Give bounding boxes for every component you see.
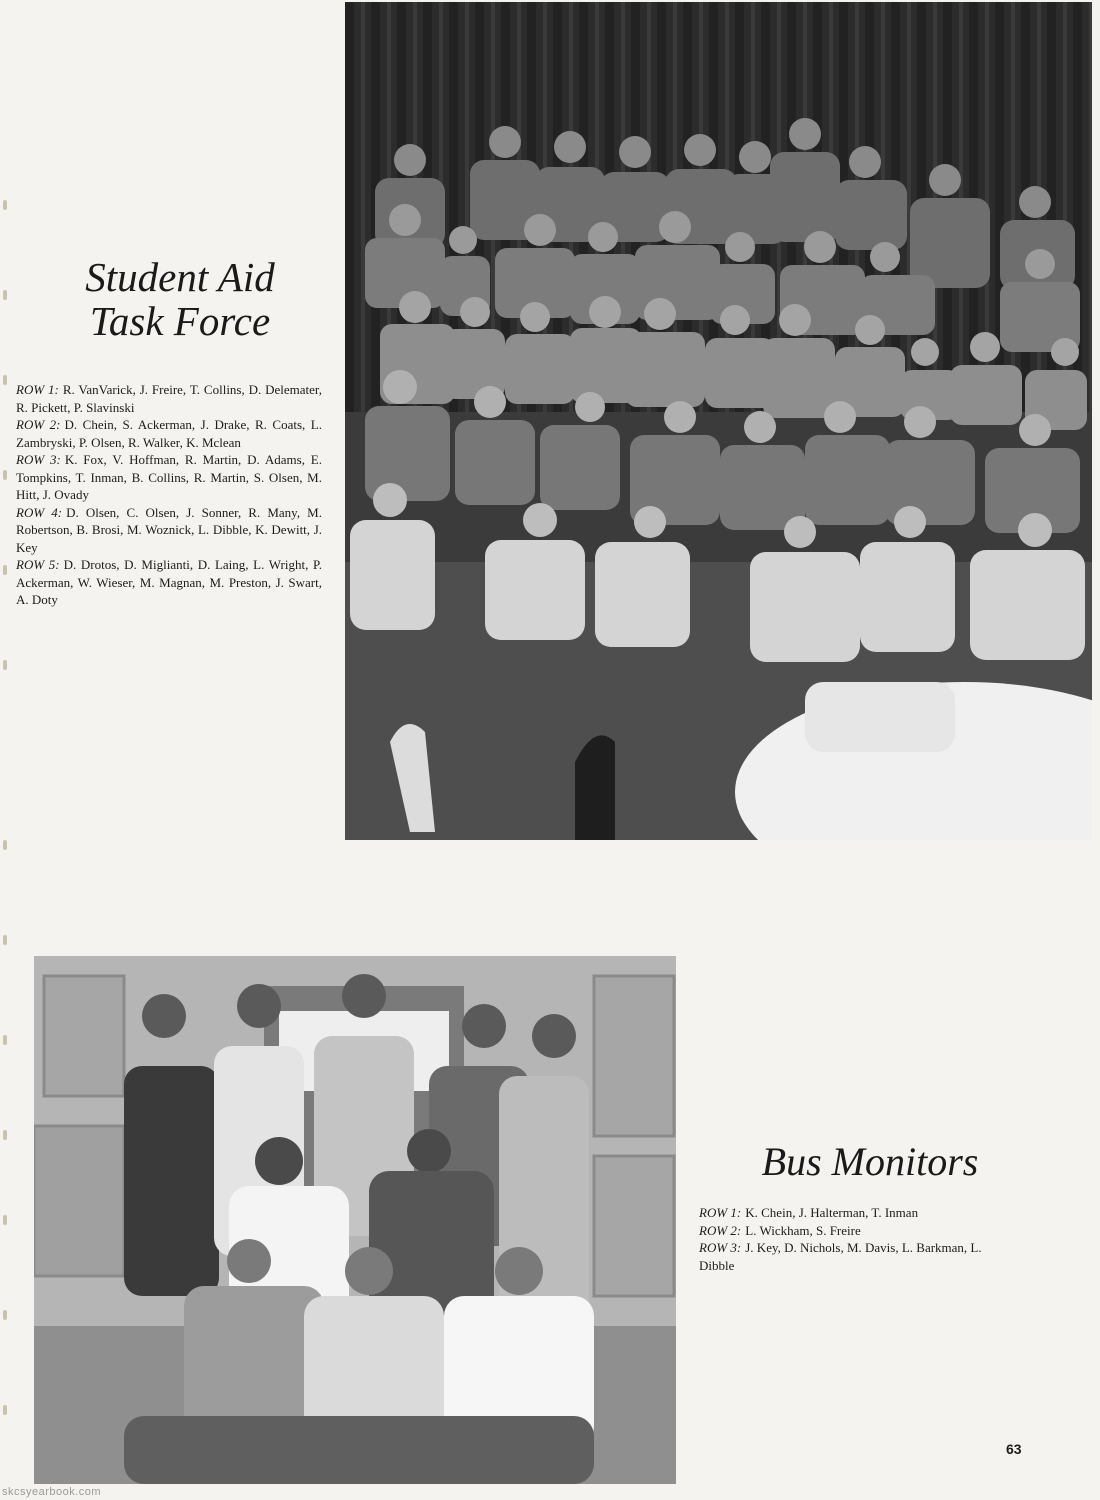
- bus-monitors-roster: [699, 1204, 987, 1274]
- roster-row: ROW 3: K. Fox, V. Hoffman, R. Martin, D. Adams, E. Tompkins, T. Inman, B. Collins, R. Martin, S. Olsen, M. Hitt, J. Ovady: [16, 452, 322, 502]
- student-aid-roster: [16, 381, 322, 609]
- binding-marks: [0, 0, 10, 1500]
- student-aid-title: [40, 255, 320, 344]
- bus-monitors-title: Bus Monitors: [761, 1139, 979, 1184]
- roster-row: ROW 1: K. Chein, J. Halterman, T. Inman: [699, 1205, 919, 1220]
- roster-row: ROW 4: D. Olsen, C. Olsen, J. Sonner, R. Many, M. Robertson, B. Brosi, M. Woznick, L. Dibble, K. Dewitt, J. Key: [16, 504, 322, 555]
- roster-row: ROW 1: R. VanVarick, J. Freire, T. Collins, D. Delemater, R. Pickett, P. Slavinski: [16, 382, 322, 415]
- roster-row: ROW 5: D. Drotos, D. Miglianti, D. Laing, L. Wright, P. Ackerman, W. Wieser, M. Magnan, M. Preston, J. Swart, A. Doty: [16, 557, 322, 607]
- page-number: 63: [1006, 1441, 1022, 1457]
- roster-row: ROW 2: L. Wickham, S. Freire: [699, 1222, 861, 1238]
- roster-row: ROW 3: J. Key, D. Nichols, M. Davis, L. Barkman, L. Dibble: [699, 1240, 982, 1273]
- bus-monitors-group-photo: [34, 956, 676, 1484]
- roster-row: ROW 2: D. Chein, S. Ackerman, J. Drake, R. Coats, L. Zambryski, P. Olsen, R. Walker, K. Mclean: [16, 417, 322, 450]
- student-aid-title-line2: Task Force: [89, 298, 271, 345]
- student-aid-title-line1: Student Aid: [85, 254, 275, 300]
- watermark: skcsyearbook.com: [2, 1486, 102, 1498]
- student-aid-group-photo: [345, 2, 1092, 840]
